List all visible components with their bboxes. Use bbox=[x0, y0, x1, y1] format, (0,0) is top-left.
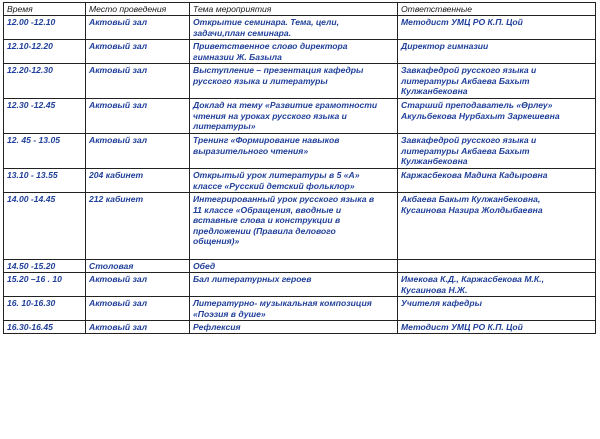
cell-place bbox=[86, 64, 190, 99]
table-row bbox=[4, 64, 596, 99]
cell-place bbox=[86, 273, 190, 297]
table-row bbox=[4, 297, 596, 321]
cell-time bbox=[4, 273, 86, 297]
place-text: Актовый зал bbox=[89, 322, 148, 332]
table-row bbox=[4, 40, 596, 64]
cell-time bbox=[4, 169, 86, 193]
cell-event bbox=[190, 134, 398, 169]
place-text: 204 кабинет bbox=[89, 170, 144, 180]
cell-event bbox=[190, 40, 398, 64]
cell-place bbox=[86, 260, 190, 273]
table-row bbox=[4, 260, 596, 273]
table-row bbox=[4, 193, 596, 260]
cell-event bbox=[190, 273, 398, 297]
cell-responsible bbox=[398, 40, 596, 64]
cell-time bbox=[4, 297, 86, 321]
cell-responsible bbox=[398, 297, 596, 321]
cell-place bbox=[86, 134, 190, 169]
time-text: 16. 10-16.30 bbox=[7, 298, 56, 308]
header-responsible: Ответственные bbox=[398, 3, 596, 16]
cell-time bbox=[4, 321, 86, 334]
place-text: Актовый зал bbox=[89, 135, 148, 145]
cell-event bbox=[190, 169, 398, 193]
responsible-text: Методист УМЦ РО К.П. Цой bbox=[401, 17, 523, 27]
event-text: Литературно- музыкальная композиция «Поэзия в душе» bbox=[193, 298, 372, 319]
responsible-text: Старший преподаватель «Өрлеу» Акульбекова Нурбахыт Заркешевна bbox=[401, 100, 560, 121]
cell-place bbox=[86, 169, 190, 193]
time-text: 13.10 - 13.55 bbox=[7, 170, 58, 180]
cell-responsible bbox=[398, 321, 596, 334]
event-text: Открытие семинара. Тема, цели, задачи,план семинара. bbox=[193, 17, 339, 38]
header-place: Место проведения bbox=[86, 3, 190, 16]
event-text: Интегрированный урок русского языка в 11 классе «Обращения, вводные и вставные слова и конструкции в предложении (Правила делового общения)» bbox=[193, 194, 375, 247]
place-text: Столовая bbox=[89, 261, 134, 271]
place-text: Актовый зал bbox=[89, 41, 148, 51]
cell-time bbox=[4, 64, 86, 99]
schedule-table bbox=[3, 2, 596, 334]
time-text: 12.00 -12.10 bbox=[7, 17, 56, 27]
cell-responsible bbox=[398, 64, 596, 99]
time-text: 15.20 –16 . 10 bbox=[7, 274, 62, 284]
cell-time bbox=[4, 40, 86, 64]
cell-time bbox=[4, 99, 86, 134]
table-row bbox=[4, 273, 596, 297]
cell-responsible bbox=[398, 169, 596, 193]
time-text: 12.20-12.30 bbox=[7, 65, 53, 75]
schedule-body bbox=[4, 16, 596, 334]
cell-place bbox=[86, 16, 190, 40]
cell-time bbox=[4, 134, 86, 169]
cell-responsible bbox=[398, 260, 596, 273]
cell-responsible bbox=[398, 273, 596, 297]
cell-place bbox=[86, 297, 190, 321]
table-row bbox=[4, 16, 596, 40]
responsible-text: Каржасбекова Мадина Кадыровна bbox=[401, 170, 548, 180]
cell-responsible bbox=[398, 99, 596, 134]
responsible-text: Имекова К.Д., Каржасбекова М.К., Кусаинова Н.Ж. bbox=[401, 274, 544, 295]
cell-responsible bbox=[398, 193, 596, 260]
responsible-text: Учителя кафедры bbox=[401, 298, 482, 308]
event-text: Рефлексия bbox=[193, 322, 241, 332]
event-text: Открытый урок литературы в 5 «А» классе «Русский детский фольклор» bbox=[193, 170, 360, 191]
header-event: Тема мероприятия bbox=[190, 3, 398, 16]
cell-time bbox=[4, 16, 86, 40]
place-text: Актовый зал bbox=[89, 274, 148, 284]
table-row bbox=[4, 321, 596, 334]
time-text: 16.30-16.45 bbox=[7, 322, 53, 332]
event-text: Выступление – презентация кафедры русского языка и литературы bbox=[193, 65, 364, 86]
event-text: Бал литературных героев bbox=[193, 274, 312, 284]
cell-event bbox=[190, 16, 398, 40]
cell-time bbox=[4, 260, 86, 273]
time-text: 12.10-12.20 bbox=[7, 41, 53, 51]
table-row bbox=[4, 134, 596, 169]
cell-place bbox=[86, 193, 190, 260]
place-text: Актовый зал bbox=[89, 65, 148, 75]
event-text: Доклад на тему «Развитие грамотности чтения на уроках русского языка и литературы» bbox=[193, 100, 378, 132]
event-text: Приветственное слово директора гимназии Ж. Базыла bbox=[193, 41, 348, 62]
cell-responsible bbox=[398, 16, 596, 40]
time-text: 14.00 -14.45 bbox=[7, 194, 56, 204]
cell-place bbox=[86, 321, 190, 334]
cell-event bbox=[190, 297, 398, 321]
responsible-text: Завкафедрой русского языка и литературы Акбаева Бахыт Кулжанбековна bbox=[401, 135, 537, 167]
cell-event bbox=[190, 260, 398, 273]
time-text: 14.50 -15.20 bbox=[7, 261, 56, 271]
cell-time bbox=[4, 193, 86, 260]
cell-event bbox=[190, 321, 398, 334]
table-row bbox=[4, 169, 596, 193]
header-row bbox=[4, 3, 596, 16]
event-text: Тренинг «Формирование навыков выразительного чтения» bbox=[193, 135, 340, 156]
time-text: 12. 45 - 13.05 bbox=[7, 135, 61, 145]
time-text: 12.30 -12.45 bbox=[7, 100, 56, 110]
responsible-text: Директор гимназии bbox=[401, 41, 489, 51]
cell-place bbox=[86, 99, 190, 134]
cell-event bbox=[190, 99, 398, 134]
place-text: Актовый зал bbox=[89, 100, 148, 110]
place-text: Актовый зал bbox=[89, 17, 148, 27]
table-row bbox=[4, 99, 596, 134]
event-text: Обед bbox=[193, 261, 216, 271]
cell-place bbox=[86, 40, 190, 64]
cell-responsible bbox=[398, 134, 596, 169]
cell-event bbox=[190, 64, 398, 99]
header-time: Время bbox=[4, 3, 86, 16]
responsible-text: Завкафедрой русского языка и литературы Акбаева Бахыт Кулжанбековна bbox=[401, 65, 537, 97]
cell-event bbox=[190, 193, 398, 260]
place-text: Актовый зал bbox=[89, 298, 148, 308]
responsible-text: Акбаева Бакыт Кулжанбековна, Кусаинова Назира Жолдыбаевна bbox=[401, 194, 543, 215]
responsible-text: Методист УМЦ РО К.П. Цой bbox=[401, 322, 523, 332]
place-text: 212 кабинет bbox=[89, 194, 144, 204]
